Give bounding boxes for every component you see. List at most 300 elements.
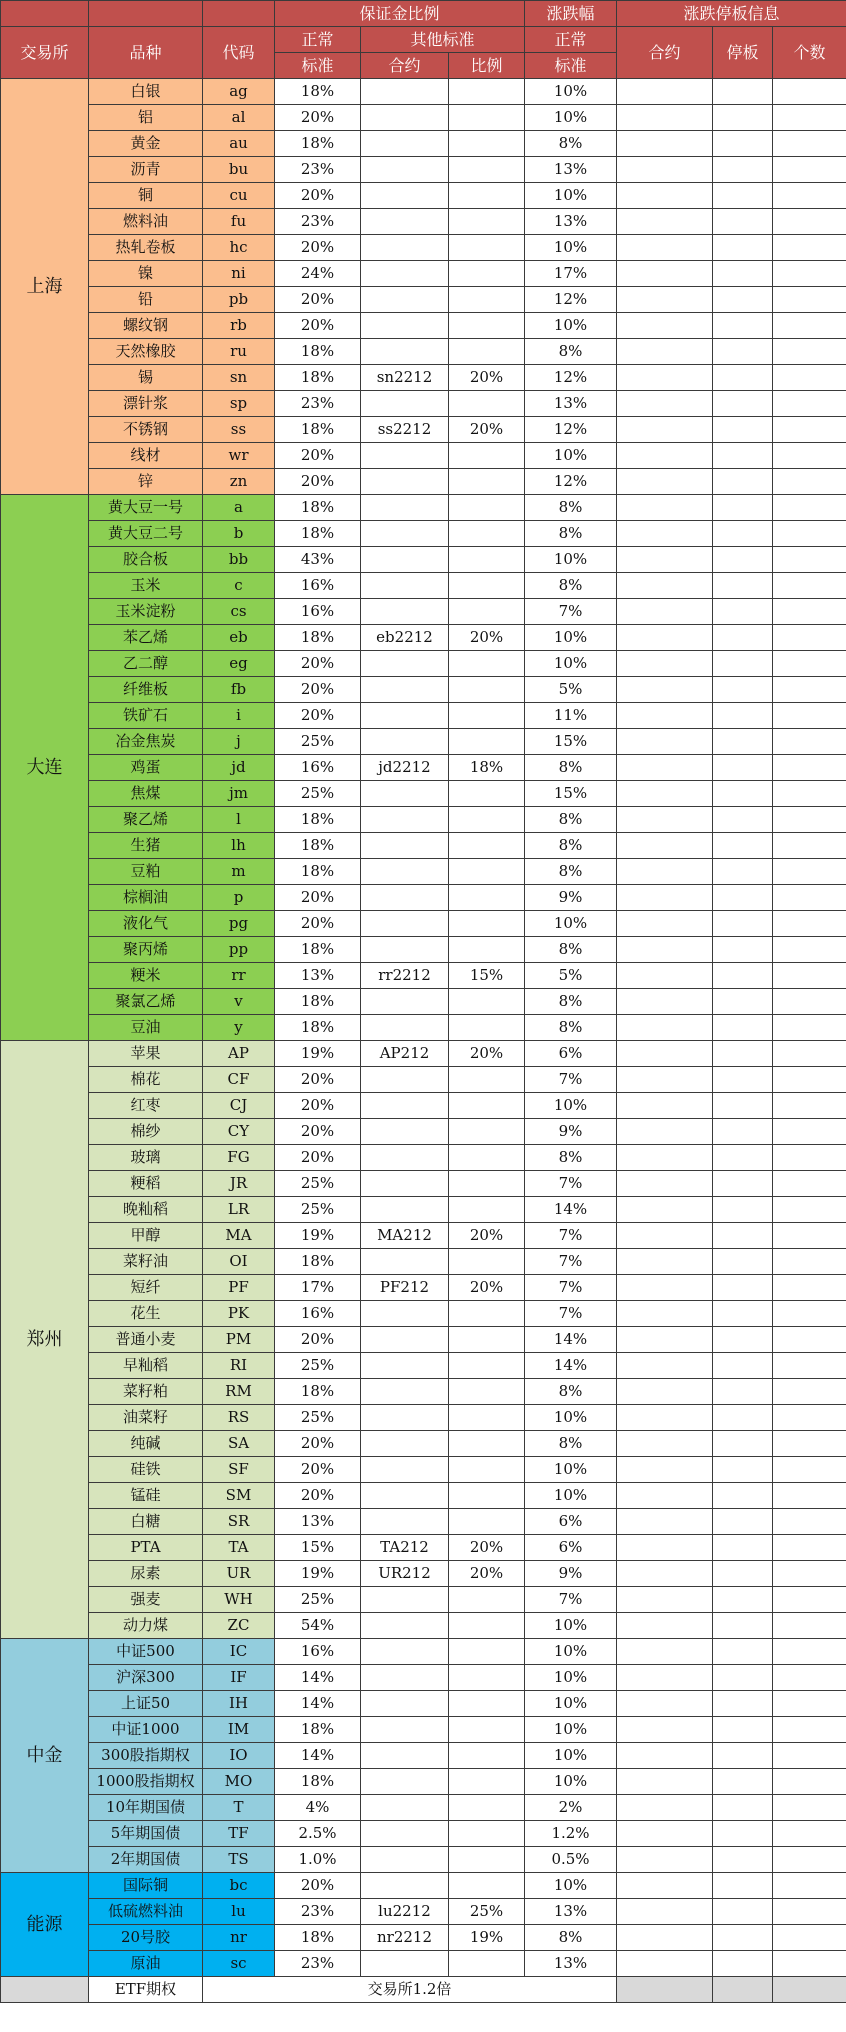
margin-standard-cell: 23%	[275, 1951, 361, 1977]
info-contract-cell	[617, 1561, 713, 1587]
other-contract-cell	[361, 1119, 449, 1145]
info-count-cell	[773, 1119, 846, 1145]
margin-standard-cell: 23%	[275, 209, 361, 235]
info-count-cell	[773, 1795, 846, 1821]
info-count-cell	[773, 807, 846, 833]
code-cell: AP	[203, 1041, 275, 1067]
variety-cell: 乙二醇	[89, 651, 203, 677]
info-count-header: 个数	[773, 27, 846, 79]
table-row	[1, 261, 846, 287]
other-contract-cell	[361, 729, 449, 755]
info-halt-cell	[713, 1301, 773, 1327]
limit-standard-cell: 8%	[525, 937, 617, 963]
code-cell: TS	[203, 1847, 275, 1873]
margin-standard-cell: 20%	[275, 1327, 361, 1353]
variety-cell: 天然橡胶	[89, 339, 203, 365]
other-ratio-cell	[449, 833, 525, 859]
info-halt-cell	[713, 1457, 773, 1483]
code-cell: IF	[203, 1665, 275, 1691]
table-row	[1, 625, 846, 651]
table-row	[1, 963, 846, 989]
code-cell: nr	[203, 1925, 275, 1951]
info-count-cell	[773, 417, 846, 443]
info-count-cell	[773, 287, 846, 313]
other-contract-cell: lu2212	[361, 1899, 449, 1925]
other-contract-cell: TA212	[361, 1535, 449, 1561]
margin-standard-cell: 2.5%	[275, 1821, 361, 1847]
variety-cell: 红枣	[89, 1093, 203, 1119]
info-count-cell	[773, 1925, 846, 1951]
table-row	[1, 1145, 846, 1171]
margin-standard-cell: 18%	[275, 1249, 361, 1275]
info-halt-cell	[713, 1405, 773, 1431]
limit-standard-cell: 8%	[525, 1015, 617, 1041]
info-halt-cell	[713, 989, 773, 1015]
table-row	[1, 1457, 846, 1483]
info-halt-cell	[713, 703, 773, 729]
variety-cell: 铁矿石	[89, 703, 203, 729]
info-halt-cell	[713, 1067, 773, 1093]
limit-standard-cell: 8%	[525, 1379, 617, 1405]
limit-standard-cell: 8%	[525, 859, 617, 885]
margin-standard-cell: 18%	[275, 339, 361, 365]
table-row	[1, 1483, 846, 1509]
variety-cell: 普通小麦	[89, 1327, 203, 1353]
info-halt-cell	[713, 1717, 773, 1743]
info-halt-cell	[713, 1145, 773, 1171]
info-contract-cell	[617, 391, 713, 417]
info-contract-cell	[617, 131, 713, 157]
other-contract-cell	[361, 1587, 449, 1613]
other-ratio-cell	[449, 1457, 525, 1483]
info-halt-cell	[713, 625, 773, 651]
info-count-cell	[773, 235, 846, 261]
info-halt-cell	[713, 963, 773, 989]
other-contract-cell	[361, 937, 449, 963]
other-contract-cell	[361, 443, 449, 469]
margin-standard-cell: 20%	[275, 1067, 361, 1093]
other-contract-cell	[361, 131, 449, 157]
other-ratio-cell	[449, 1509, 525, 1535]
other-contract-cell	[361, 313, 449, 339]
limit-standard-cell: 10%	[525, 1691, 617, 1717]
info-halt-cell	[713, 521, 773, 547]
table-row	[1, 547, 846, 573]
table-row	[1, 1171, 846, 1197]
table-row	[1, 1795, 846, 1821]
info-halt-cell	[713, 1275, 773, 1301]
other-ratio-cell	[449, 1301, 525, 1327]
info-count-cell	[773, 1301, 846, 1327]
info-count-cell	[773, 937, 846, 963]
variety-cell: 棉花	[89, 1067, 203, 1093]
limit-standard-cell: 8%	[525, 131, 617, 157]
other-contract-cell	[361, 1639, 449, 1665]
code-cell: v	[203, 989, 275, 1015]
table-row	[1, 1899, 846, 1925]
other-ratio-cell	[449, 1847, 525, 1873]
variety-cell: 黄金	[89, 131, 203, 157]
info-count-cell	[773, 261, 846, 287]
info-contract-cell	[617, 651, 713, 677]
variety-cell: 晚籼稻	[89, 1197, 203, 1223]
limit-standard-cell: 8%	[525, 807, 617, 833]
limit-standard-cell: 13%	[525, 157, 617, 183]
margin-standard-cell: 23%	[275, 391, 361, 417]
variety-cell: 聚氯乙烯	[89, 989, 203, 1015]
info-contract-cell	[617, 339, 713, 365]
limit-standard-cell: 7%	[525, 1587, 617, 1613]
code-cell: lh	[203, 833, 275, 859]
other-ratio-cell: 20%	[449, 1223, 525, 1249]
info-contract-cell	[617, 261, 713, 287]
info-count-cell	[773, 989, 846, 1015]
info-halt-cell	[713, 573, 773, 599]
info-count-cell	[773, 755, 846, 781]
info-count-cell	[773, 859, 846, 885]
info-contract-cell	[617, 1457, 713, 1483]
other-contract-cell	[361, 261, 449, 287]
margin-standard-cell: 25%	[275, 1353, 361, 1379]
info-count-cell	[773, 183, 846, 209]
info-contract-cell	[617, 859, 713, 885]
table-row	[1, 677, 846, 703]
table-row	[1, 495, 846, 521]
variety-cell: 白糖	[89, 1509, 203, 1535]
info-count-cell	[773, 1093, 846, 1119]
info-halt-cell	[713, 1223, 773, 1249]
margin-standard-cell: 4%	[275, 1795, 361, 1821]
table-row	[1, 209, 846, 235]
other-ratio-cell	[449, 183, 525, 209]
margin-standard-cell: 20%	[275, 105, 361, 131]
variety-cell: 甲醇	[89, 1223, 203, 1249]
limit-standard-cell: 9%	[525, 1119, 617, 1145]
other-ratio-cell	[449, 1639, 525, 1665]
code-cell: bc	[203, 1873, 275, 1899]
code-cell: jd	[203, 755, 275, 781]
info-count-cell	[773, 79, 846, 105]
info-contract-cell	[617, 1873, 713, 1899]
info-contract-cell	[617, 1743, 713, 1769]
margin-standard-cell: 20%	[275, 1457, 361, 1483]
info-halt-cell	[713, 1769, 773, 1795]
other-ratio-cell: 20%	[449, 1561, 525, 1587]
table-row	[1, 1197, 846, 1223]
table-row	[1, 599, 846, 625]
margin-standard-cell: 18%	[275, 1925, 361, 1951]
other-contract-cell	[361, 859, 449, 885]
margin-standard-cell: 20%	[275, 1483, 361, 1509]
other-ratio-cell	[449, 1587, 525, 1613]
variety-cell: 焦煤	[89, 781, 203, 807]
margin-standard-cell: 20%	[275, 703, 361, 729]
info-count-cell	[773, 1275, 846, 1301]
info-count-cell	[773, 391, 846, 417]
header-blank-1	[1, 1, 89, 27]
info-count-cell	[773, 651, 846, 677]
other-ratio-cell	[449, 1067, 525, 1093]
limit-standard-cell: 10%	[525, 1717, 617, 1743]
info-contract-cell	[617, 1665, 713, 1691]
margin-standard-cell: 18%	[275, 625, 361, 651]
info-contract-cell	[617, 1691, 713, 1717]
info-halt-cell	[713, 1743, 773, 1769]
other-ratio-cell	[449, 1769, 525, 1795]
other-contract-cell	[361, 1145, 449, 1171]
variety-cell: 1000股指期权	[89, 1769, 203, 1795]
limit-standard-cell: 10%	[525, 313, 617, 339]
margin-standard-cell: 14%	[275, 1743, 361, 1769]
limit-standard-cell: 10%	[525, 651, 617, 677]
info-contract-cell	[617, 287, 713, 313]
info-halt-cell	[713, 1197, 773, 1223]
info-count-cell	[773, 1821, 846, 1847]
info-halt-cell	[713, 105, 773, 131]
info-count-cell	[773, 339, 846, 365]
info-contract-cell	[617, 79, 713, 105]
table-row	[1, 521, 846, 547]
info-halt-cell	[713, 1899, 773, 1925]
info-contract-cell	[617, 1639, 713, 1665]
other-ratio-cell	[449, 495, 525, 521]
code-cell: eb	[203, 625, 275, 651]
info-halt-cell	[713, 391, 773, 417]
code-cell: SM	[203, 1483, 275, 1509]
other-ratio-cell	[449, 209, 525, 235]
other-contract-cell	[361, 573, 449, 599]
margin-standard-cell: 20%	[275, 885, 361, 911]
other-ratio-cell	[449, 677, 525, 703]
limit-standard-cell: 6%	[525, 1509, 617, 1535]
info-count-cell	[773, 1249, 846, 1275]
info-halt-cell	[713, 859, 773, 885]
other-contract-cell	[361, 521, 449, 547]
variety-cell: 热轧卷板	[89, 235, 203, 261]
code-cell: LR	[203, 1197, 275, 1223]
table-row	[1, 1535, 846, 1561]
table-row	[1, 1665, 846, 1691]
margin-standard-cell: 18%	[275, 495, 361, 521]
info-contract-cell	[617, 1769, 713, 1795]
limit-standard-cell: 10%	[525, 443, 617, 469]
other-contract-cell: PF212	[361, 1275, 449, 1301]
info-contract-cell	[617, 599, 713, 625]
limit-standard-cell: 13%	[525, 1951, 617, 1977]
other-contract-cell	[361, 339, 449, 365]
info-halt-cell	[713, 885, 773, 911]
other-contract-cell	[361, 1067, 449, 1093]
variety-cell: 原油	[89, 1951, 203, 1977]
variety-cell: 铅	[89, 287, 203, 313]
limit-standard-cell: 10%	[525, 1769, 617, 1795]
code-cell: rr	[203, 963, 275, 989]
variety-cell: 漂针浆	[89, 391, 203, 417]
info-count-cell	[773, 1691, 846, 1717]
code-cell: SR	[203, 1509, 275, 1535]
margin-standard-cell: 18%	[275, 1015, 361, 1041]
code-cell: RM	[203, 1379, 275, 1405]
limit-standard-header: 标准	[525, 53, 617, 79]
info-contract-cell	[617, 417, 713, 443]
limit-standard-cell: 12%	[525, 417, 617, 443]
other-ratio-cell	[449, 1197, 525, 1223]
other-contract-cell: rr2212	[361, 963, 449, 989]
code-cell: PF	[203, 1275, 275, 1301]
info-contract-cell	[617, 157, 713, 183]
margin-standard-cell: 17%	[275, 1275, 361, 1301]
limit-standard-cell: 8%	[525, 989, 617, 1015]
margin-standard-cell: 18%	[275, 859, 361, 885]
limit-standard-cell: 1.2%	[525, 1821, 617, 1847]
info-halt-cell	[713, 1587, 773, 1613]
code-cell: PM	[203, 1327, 275, 1353]
info-halt-header: 停板	[713, 27, 773, 79]
info-count-cell	[773, 1951, 846, 1977]
info-contract-cell	[617, 1145, 713, 1171]
limit-standard-cell: 8%	[525, 1925, 617, 1951]
code-cell: TF	[203, 1821, 275, 1847]
other-contract-cell	[361, 209, 449, 235]
table-row	[1, 391, 846, 417]
table-row	[1, 1821, 846, 1847]
code-cell: zn	[203, 469, 275, 495]
info-contract-cell	[617, 313, 713, 339]
other-contract-cell	[361, 1613, 449, 1639]
code-cell: fb	[203, 677, 275, 703]
info-contract-cell	[617, 1327, 713, 1353]
other-ratio-cell	[449, 937, 525, 963]
code-cell: CJ	[203, 1093, 275, 1119]
code-cell: fu	[203, 209, 275, 235]
margin-standard-cell: 20%	[275, 287, 361, 313]
other-ratio-cell	[449, 1327, 525, 1353]
info-count-cell	[773, 1145, 846, 1171]
info-contract-cell	[617, 365, 713, 391]
limit-standard-cell: 5%	[525, 677, 617, 703]
info-contract-cell	[617, 1223, 713, 1249]
limit-standard-cell: 17%	[525, 261, 617, 287]
info-count-cell	[773, 1197, 846, 1223]
info-count-cell	[773, 1327, 846, 1353]
limit-standard-cell: 10%	[525, 547, 617, 573]
margin-standard-cell: 16%	[275, 599, 361, 625]
info-halt-cell	[713, 1691, 773, 1717]
code-cell: cs	[203, 599, 275, 625]
table-row	[1, 131, 846, 157]
code-cell: IO	[203, 1743, 275, 1769]
info-count-cell	[773, 131, 846, 157]
code-cell: jm	[203, 781, 275, 807]
other-contract-cell	[361, 1691, 449, 1717]
variety-cell: 国际铜	[89, 1873, 203, 1899]
variety-cell: 聚乙烯	[89, 807, 203, 833]
variety-cell: 玻璃	[89, 1145, 203, 1171]
info-count-cell	[773, 1535, 846, 1561]
table-row	[1, 807, 846, 833]
info-count-cell	[773, 1665, 846, 1691]
code-cell: sp	[203, 391, 275, 417]
variety-cell: 低硫燃料油	[89, 1899, 203, 1925]
info-count-cell	[773, 625, 846, 651]
code-cell: ru	[203, 339, 275, 365]
table-row	[1, 1067, 846, 1093]
limit-standard-cell: 7%	[525, 1067, 617, 1093]
info-group-header: 涨跌停板信息	[617, 1, 846, 27]
limit-standard-cell: 14%	[525, 1327, 617, 1353]
limit-standard-cell: 10%	[525, 1405, 617, 1431]
limit-standard-cell: 14%	[525, 1197, 617, 1223]
code-cell: OI	[203, 1249, 275, 1275]
other-standard-header: 其他标准	[361, 27, 525, 53]
other-contract-cell	[361, 1743, 449, 1769]
info-halt-cell	[713, 937, 773, 963]
other-ratio-cell: 20%	[449, 1041, 525, 1067]
info-contract-cell	[617, 1275, 713, 1301]
code-cell: TA	[203, 1535, 275, 1561]
info-contract-cell	[617, 1353, 713, 1379]
other-ratio-cell	[449, 807, 525, 833]
code-cell: ss	[203, 417, 275, 443]
code-cell: ZC	[203, 1613, 275, 1639]
other-ratio-cell	[449, 703, 525, 729]
other-ratio-cell	[449, 1145, 525, 1171]
other-contract-cell	[361, 1795, 449, 1821]
margin-standard-cell: 13%	[275, 963, 361, 989]
code-cell: ni	[203, 261, 275, 287]
info-count-cell	[773, 443, 846, 469]
variety-cell: 2年期国债	[89, 1847, 203, 1873]
info-count-cell	[773, 105, 846, 131]
limit-standard-cell: 10%	[525, 105, 617, 131]
limit-standard-cell: 10%	[525, 1873, 617, 1899]
info-halt-cell	[713, 235, 773, 261]
variety-cell: 铜	[89, 183, 203, 209]
info-halt-cell	[713, 1015, 773, 1041]
variety-cell: 锰硅	[89, 1483, 203, 1509]
table-row	[1, 729, 846, 755]
limit-standard-cell: 15%	[525, 729, 617, 755]
variety-cell: 动力煤	[89, 1613, 203, 1639]
other-ratio-header: 比例	[449, 53, 525, 79]
code-cell: l	[203, 807, 275, 833]
other-contract-cell	[361, 1769, 449, 1795]
other-ratio-cell	[449, 547, 525, 573]
code-cell: j	[203, 729, 275, 755]
code-cell: IH	[203, 1691, 275, 1717]
limit-standard-cell: 7%	[525, 1223, 617, 1249]
info-contract-cell	[617, 1119, 713, 1145]
limit-standard-cell: 7%	[525, 1249, 617, 1275]
other-contract-cell	[361, 911, 449, 937]
limit-standard-cell: 15%	[525, 781, 617, 807]
code-cell: MO	[203, 1769, 275, 1795]
header-blank-2	[89, 1, 203, 27]
variety-cell: 冶金焦炭	[89, 729, 203, 755]
info-count-cell	[773, 1899, 846, 1925]
info-contract-cell	[617, 833, 713, 859]
limit-standard-cell: 7%	[525, 1301, 617, 1327]
variety-cell: 镍	[89, 261, 203, 287]
other-contract-cell	[361, 807, 449, 833]
code-cell: RS	[203, 1405, 275, 1431]
variety-cell: 尿素	[89, 1561, 203, 1587]
other-ratio-cell	[449, 105, 525, 131]
table-row	[1, 417, 846, 443]
other-ratio-cell	[449, 729, 525, 755]
table-row	[1, 1093, 846, 1119]
variety-cell: 黄大豆一号	[89, 495, 203, 521]
